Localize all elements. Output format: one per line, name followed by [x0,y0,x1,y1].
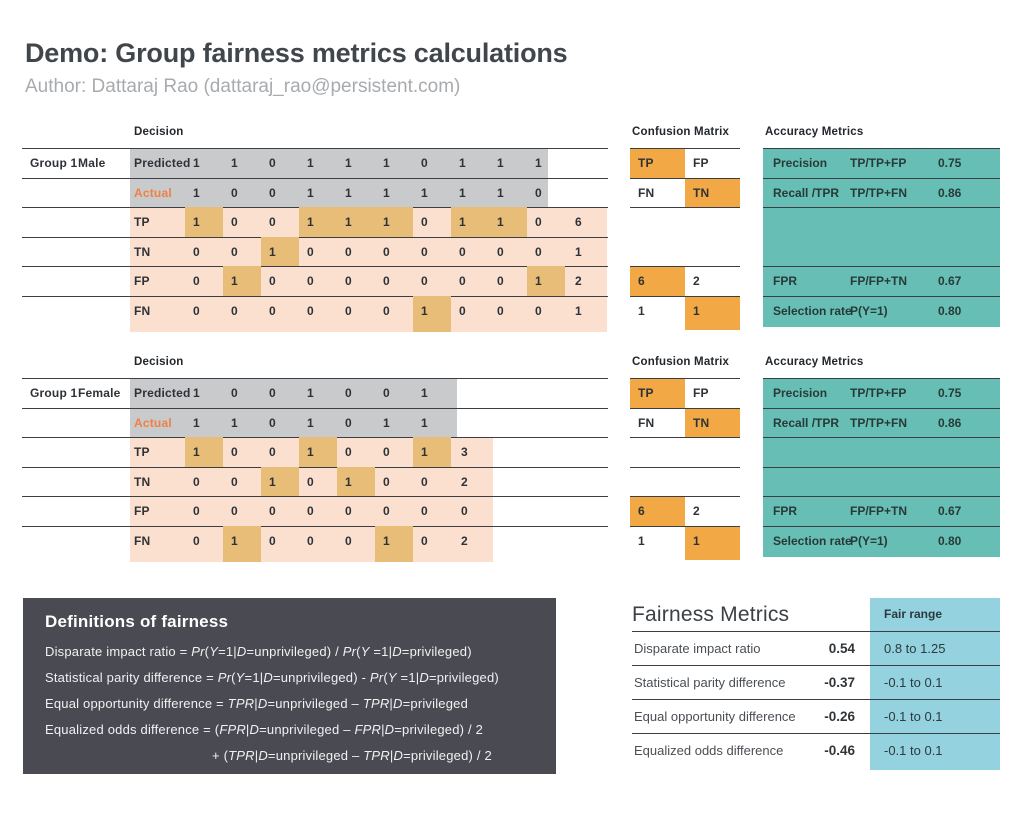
row-label-fp: FP [134,274,150,288]
definition-line: Disparate impact ratio = Pr(Y=1|D=unprivileged) / Pr(Y =1|D=privileged) [45,644,472,659]
value-cell: 0 [269,533,276,548]
cm-divider [630,378,740,379]
highlight-cell [337,467,375,497]
value-cell: 0 [269,445,276,459]
fairness-row-divider [632,733,1000,734]
value-cell: 0 [269,504,276,518]
value-cell: 0 [459,303,466,318]
highlight-cell [413,437,451,467]
value-cell: 0 [307,474,314,489]
value-cell: 1 [307,386,314,400]
accuracy-divider [763,437,1000,438]
value-cell: 0 [383,445,390,459]
accuracy-value: 0.80 [938,303,962,318]
value-cell: 1 [383,185,390,200]
value-cell: 0 [231,445,238,459]
value-cell: 0 [345,445,352,459]
page-author: Author: Dattaraj Rao (dattaraj_rao@persistent.com) [25,76,461,97]
value-cell: 0 [269,156,276,170]
value-cell: 0 [383,274,390,288]
accuracy-divider [763,178,1000,179]
accuracy-divider [763,467,1000,468]
total-cell: 0 [461,504,468,518]
highlight-cell [185,437,223,467]
value-cell: 0 [421,504,428,518]
accuracy-divider [763,266,1000,267]
row-label-tn: TN [134,474,151,489]
value-cell: 1 [345,474,352,489]
value-cell: 1 [345,185,352,200]
value-cell: 1 [421,445,428,459]
accuracy-value: 0.86 [938,185,962,200]
accuracy-name: Recall /TPR [773,185,840,200]
row-label-tn: TN [134,244,151,259]
value-cell: 0 [497,244,504,259]
accuracy-divider [763,408,1000,409]
accuracy-divider [763,496,1000,497]
fairness-row-value: 0.54 [828,641,855,656]
value-cell: 0 [269,215,276,229]
value-cell: 0 [193,504,200,518]
accuracy-divider [763,296,1000,297]
cm-value-cell: 1 [638,303,645,318]
cm-divider [630,437,740,438]
accuracy-divider [763,526,1000,527]
fairness-row-range: 0.8 to 1.25 [884,641,946,656]
row-divider [22,296,608,297]
cm-value-cell: 1 [693,303,700,318]
highlight-cell [489,207,527,237]
cm-divider [630,207,740,208]
accuracy-formula: TP/TP+FN [850,415,908,430]
fairness-row-value: -0.46 [824,743,855,758]
value-cell: 0 [231,215,238,229]
accuracy-name: Precision [773,386,828,400]
fairness-row-divider [632,665,1000,666]
total-cell: 6 [575,215,582,229]
value-cell: 0 [345,415,352,430]
value-cell: 1 [421,386,428,400]
highlight-cell [299,207,337,237]
cm-label-fp: FP [693,156,709,170]
value-cell: 0 [383,386,390,400]
value-cell: 0 [307,533,314,548]
decision-title: Decision [134,356,184,368]
cm-label-fp: FP [693,386,709,400]
accuracy-metrics-title: Accuracy Metrics [765,126,864,138]
confusion-matrix-title: Confusion Matrix [632,126,730,138]
fairness-row-name: Statistical parity difference [634,675,786,690]
definitions-lines [45,639,534,769]
value-cell: 1 [383,215,390,229]
group-label: Group 1 [30,386,78,400]
row-divider [22,408,608,409]
value-cell: 1 [459,215,466,229]
page-title: Demo: Group fairness metrics calculations [25,38,568,68]
row-divider [22,378,608,379]
value-cell: 0 [269,415,276,430]
accuracy-formula: P(Y=1) [850,533,888,548]
definition-line: + (TPR|D=unprivileged – TPR|D=privileged) / 2 [212,748,492,763]
value-cell: 0 [307,244,314,259]
group-section-male [0,126,1024,361]
value-cell: 1 [231,533,238,548]
highlight-cell [261,467,299,497]
accuracy-formula: TP/TP+FP [850,386,907,400]
highlight-cell [527,266,565,296]
cm-label-tp: TP [638,156,654,170]
value-cell: 0 [307,504,314,518]
value-cell: 0 [269,303,276,318]
total-cell: 1 [575,244,582,259]
accuracy-value: 0.80 [938,533,962,548]
value-cell: 1 [383,415,390,430]
total-cell: 2 [461,474,468,489]
value-cell: 0 [383,303,390,318]
value-cell: 1 [345,156,352,170]
value-cell: 0 [535,185,542,200]
accuracy-divider [763,148,1000,149]
value-cell: 0 [421,156,428,170]
accuracy-value: 0.67 [938,504,962,518]
row-label-tp: TP [134,445,150,459]
row-label-predicted: Predicted [134,386,191,400]
accuracy-name: FPR [773,504,797,518]
value-cell: 0 [231,504,238,518]
value-cell: 0 [193,474,200,489]
value-cell: 1 [231,274,238,288]
value-cell: 0 [307,274,314,288]
group-label: Group 1 [30,156,78,170]
value-cell: 1 [269,244,276,259]
accuracy-value: 0.75 [938,156,962,170]
fairness-row-name: Equal opportunity difference [634,709,796,724]
highlight-cell [261,237,299,267]
fair-range-header: Fair range [884,607,943,621]
accuracy-metrics-table [763,148,1000,327]
value-cell: 1 [459,156,466,170]
value-cell: 1 [497,215,504,229]
value-cell: 0 [345,504,352,518]
accuracy-formula: TP/TP+FN [850,185,908,200]
value-cell: 0 [193,303,200,318]
accuracy-name: Recall /TPR [773,415,840,430]
fairness-row-value: -0.37 [824,675,855,690]
value-cell: 0 [345,274,352,288]
value-cell: 1 [269,474,276,489]
cm-divider [630,526,740,527]
total-cell: 3 [461,445,468,459]
fairness-row-name: Disparate impact ratio [634,641,761,656]
total-cell: 1 [575,303,582,318]
sex-label: Female [78,386,121,400]
highlight-cell [185,207,223,237]
value-cell: 0 [345,533,352,548]
value-cell: 0 [231,474,238,489]
value-cell: 1 [193,156,200,170]
decision-title: Decision [134,126,184,138]
cm-value-cell: 1 [693,533,700,548]
accuracy-value: 0.86 [938,415,962,430]
value-cell: 0 [535,244,542,259]
row-divider [22,496,608,497]
value-cell: 1 [307,215,314,229]
value-cell: 1 [421,303,428,318]
value-cell: 1 [497,156,504,170]
value-cell: 0 [421,244,428,259]
value-cell: 0 [269,185,276,200]
accuracy-divider [763,207,1000,208]
accuracy-name: Selection rate [773,303,852,318]
value-cell: 1 [535,156,542,170]
definitions-title: Definitions of fairness [45,612,229,631]
accuracy-value: 0.75 [938,386,962,400]
value-cell: 0 [231,244,238,259]
value-cell: 0 [497,274,504,288]
cm-divider [630,266,740,267]
value-cell: 0 [307,303,314,318]
accuracy-formula: FP/FP+TN [850,504,908,518]
highlight-cell [413,296,451,333]
highlight-cell [337,207,375,237]
fairness-metrics-title: Fairness Metrics [632,603,790,626]
cm-value-cell: 1 [638,533,645,548]
value-cell: 1 [193,185,200,200]
value-cell: 0 [421,274,428,288]
accuracy-name: Precision [773,156,828,170]
fairness-row-range: -0.1 to 0.1 [884,709,943,724]
value-cell: 0 [269,274,276,288]
row-label-actual: Actual [134,185,172,200]
value-cell: 0 [459,244,466,259]
cm-value-cell: 2 [693,274,700,288]
accuracy-formula: FP/FP+TN [850,274,908,288]
confusion-matrix-title: Confusion Matrix [632,356,730,368]
value-cell: 0 [383,474,390,489]
value-cell: 1 [535,274,542,288]
value-cell: 1 [421,415,428,430]
value-cell: 0 [421,215,428,229]
value-cell: 1 [307,415,314,430]
accuracy-name: Selection rate [773,533,852,548]
value-cell: 0 [421,533,428,548]
highlight-cell [375,207,413,237]
value-cell: 1 [307,185,314,200]
fairness-row-value: -0.26 [824,709,855,724]
cm-label-fn: FN [638,185,655,200]
fairness-row-range: -0.1 to 0.1 [884,743,943,758]
definitions-panel [23,598,556,774]
cm-label-fn: FN [638,415,655,430]
value-cell: 1 [193,386,200,400]
cm-divider [630,296,740,297]
value-cell: 1 [193,215,200,229]
row-label-fn: FN [134,303,151,318]
accuracy-metrics-table [763,378,1000,557]
value-cell: 1 [193,415,200,430]
accuracy-formula: TP/TP+FP [850,156,907,170]
value-cell: 0 [231,185,238,200]
value-cell: 0 [231,303,238,318]
row-divider [22,148,608,149]
value-cell: 1 [231,156,238,170]
fairness-row-name: Equalized odds difference [634,743,784,758]
row-label-tp: TP [134,215,150,229]
definition-line: Statistical parity difference = Pr(Y=1|D=unprivileged) - Pr(Y =1|D=privileged) [45,670,499,685]
definition-line: Equal opportunity difference = TPR|D=unprivileged – TPR|D=privileged [45,696,469,711]
fairness-row-divider [632,699,1000,700]
row-label-fn: FN [134,533,151,548]
cm-divider [630,496,740,497]
cm-divider [630,148,740,149]
value-cell: 1 [307,156,314,170]
fairness-row-range: -0.1 to 0.1 [884,675,943,690]
value-cell: 0 [535,303,542,318]
group-section-female [0,356,1024,591]
value-cell: 0 [345,386,352,400]
value-cell: 1 [345,215,352,229]
accuracy-divider [763,378,1000,379]
row-divider [22,237,608,238]
value-cell: 1 [383,533,390,548]
value-cell: 0 [383,504,390,518]
row-divider [22,526,608,527]
value-cell: 1 [497,185,504,200]
cm-label-tn: TN [693,415,710,430]
sex-label: Male [78,156,106,170]
row-label-fp: FP [134,504,150,518]
highlight-cell [223,266,261,296]
cm-label-tn: TN [693,185,710,200]
value-cell: 0 [193,244,200,259]
cm-divider [630,467,740,468]
cm-label-tp: TP [638,386,654,400]
highlight-cell [223,526,261,563]
value-cell: 1 [193,445,200,459]
row-divider [22,266,608,267]
highlight-cell [375,526,413,563]
value-cell: 0 [421,474,428,489]
value-cell: 0 [231,386,238,400]
cm-divider [630,408,740,409]
value-cell: 1 [459,185,466,200]
value-cell: 0 [535,215,542,229]
value-cell: 1 [307,445,314,459]
row-label-predicted: Predicted [134,156,191,170]
accuracy-metrics-title: Accuracy Metrics [765,356,864,368]
highlight-cell [299,437,337,467]
fairness-header-divider [632,631,1000,632]
value-cell: 0 [383,244,390,259]
value-cell: 0 [459,274,466,288]
cm-value-cell: 6 [638,274,645,288]
cm-value-cell: 2 [693,504,700,518]
row-divider [22,467,608,468]
value-cell: 0 [193,533,200,548]
total-cell: 2 [575,274,582,288]
accuracy-formula: P(Y=1) [850,303,888,318]
highlight-cell [451,207,489,237]
value-cell: 0 [497,303,504,318]
value-cell: 0 [269,386,276,400]
value-cell: 0 [193,274,200,288]
value-cell: 1 [421,185,428,200]
total-cell: 2 [461,533,468,548]
row-label-actual: Actual [134,415,172,430]
value-cell: 0 [345,244,352,259]
accuracy-value: 0.67 [938,274,962,288]
value-cell: 1 [231,415,238,430]
value-cell: 1 [383,156,390,170]
cm-divider [630,178,740,179]
value-cell: 0 [345,303,352,318]
definition-line: Equalized odds difference = (FPR|D=unprivileged – FPR|D=privileged) / 2 [45,722,484,737]
cm-value-cell: 6 [638,504,645,518]
accuracy-name: FPR [773,274,797,288]
row-divider [22,178,608,179]
